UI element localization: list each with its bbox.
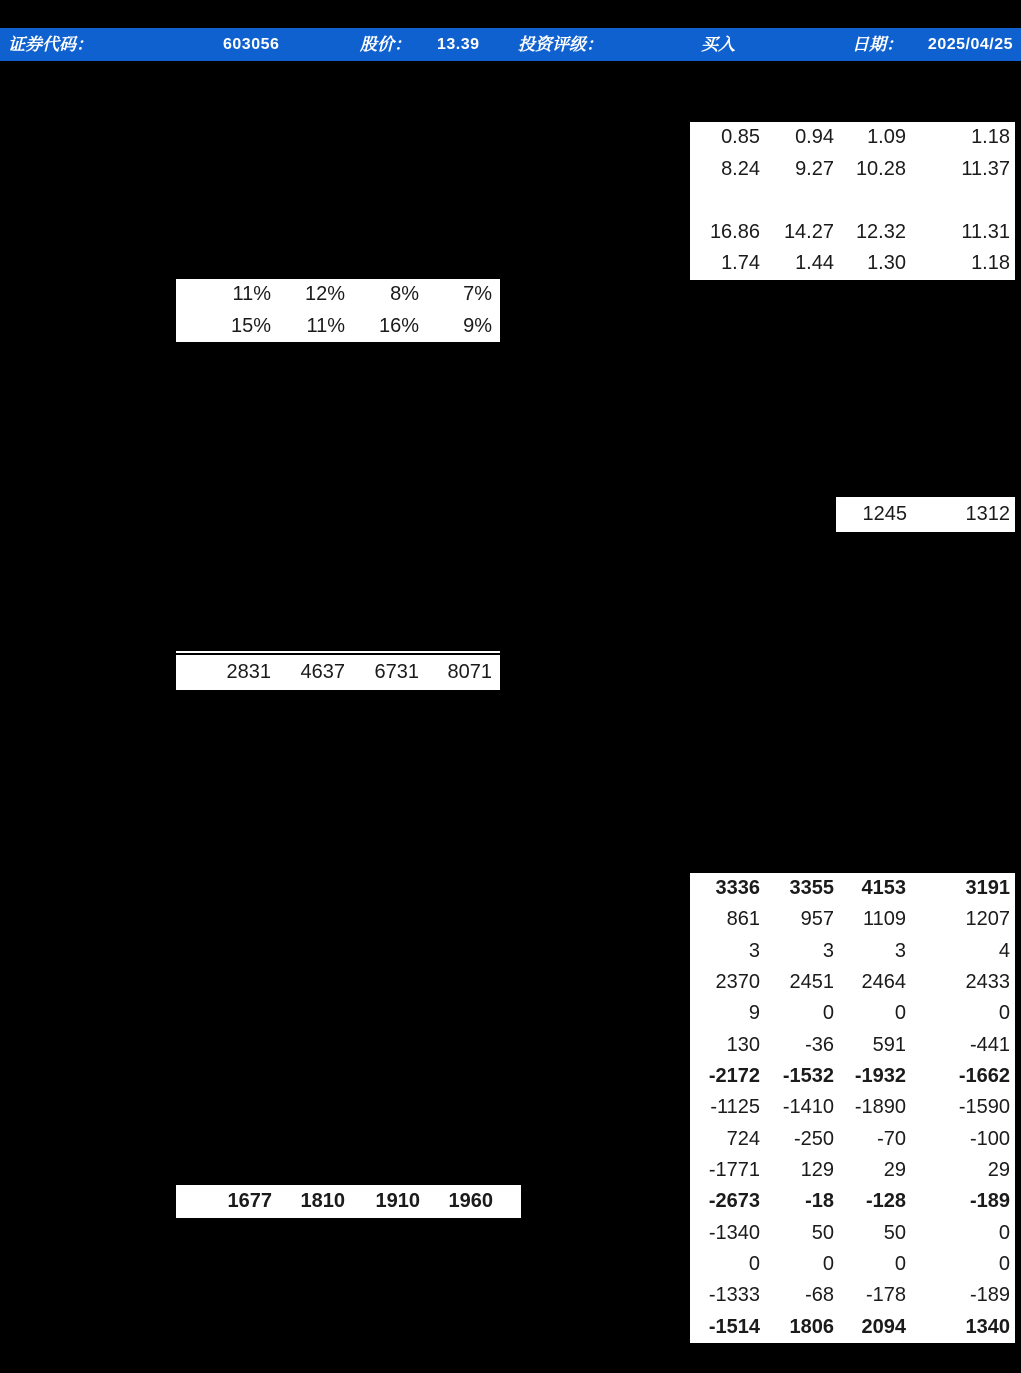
table-cell: -1590	[958, 1096, 1010, 1119]
table-cell: 9%	[463, 314, 492, 337]
table-cell: 3	[894, 939, 906, 962]
table-row	[690, 873, 1015, 904]
table-cell: -1410	[782, 1096, 834, 1119]
table-cell: 1.09	[867, 126, 906, 148]
table-row	[690, 1249, 1015, 1280]
table-row	[690, 904, 1015, 935]
table-cell: -70	[877, 1127, 906, 1150]
table-cell: 0	[998, 1221, 1010, 1244]
table-cell: 0	[894, 1252, 906, 1275]
table-row	[690, 154, 1015, 186]
table-cell: -100	[969, 1127, 1010, 1150]
table-row	[690, 1155, 1015, 1186]
table-fragment-bottom-left	[176, 1185, 521, 1221]
table-cell: 12%	[304, 283, 345, 305]
table-cell: 861	[726, 908, 760, 931]
table-fragment-percent	[176, 279, 500, 342]
table-cell: 1806	[789, 1315, 834, 1338]
table-cell: 8.24	[721, 157, 760, 180]
table-cell: -1340	[708, 1221, 760, 1244]
table-row	[690, 1092, 1015, 1123]
table-cell: -1932	[854, 1064, 906, 1087]
table-cell: 1.30	[867, 252, 906, 275]
date-label: 日期：	[852, 35, 903, 54]
table-row	[690, 1280, 1015, 1311]
table-cell: 0	[822, 1252, 834, 1275]
table-cell: 724	[726, 1127, 760, 1150]
table-cell: 3	[748, 939, 760, 962]
table-cell: 16.86	[709, 220, 760, 243]
table-cell: 3355	[789, 877, 834, 899]
table-cell: 3	[822, 939, 834, 962]
table-cell: 11%	[306, 314, 345, 337]
rule-line	[176, 653, 500, 655]
table-cell: 1312	[965, 503, 1010, 525]
table-cell: 0.85	[721, 126, 760, 148]
table-fragment-pair	[836, 497, 1015, 532]
table-cell: 4	[998, 939, 1010, 962]
table-cell: 50	[811, 1221, 834, 1244]
table-cell: 8071	[447, 661, 492, 683]
table-cell: 3336	[715, 877, 760, 899]
table-row	[690, 967, 1015, 998]
table-cell: 2433	[965, 970, 1010, 993]
table-cell: 4153	[861, 877, 906, 899]
table-cell: 16%	[378, 314, 419, 337]
table-cell: 1960	[448, 1190, 493, 1212]
date-value: 2025/04/25	[927, 36, 1013, 53]
stock-code-value: 603056	[223, 36, 280, 53]
table-cell: 1109	[862, 908, 906, 931]
table-cell: 29	[987, 1158, 1010, 1181]
table-cell	[834, 185, 906, 217]
table-row	[690, 1030, 1015, 1061]
table-row	[176, 311, 492, 343]
table-cell: -250	[793, 1127, 834, 1150]
table-cell: 15%	[230, 314, 271, 337]
rating-value: 买入	[701, 35, 735, 54]
table-cell	[760, 185, 834, 217]
table-cell: 0	[894, 1002, 906, 1025]
table-row	[176, 279, 492, 311]
table-row	[690, 1186, 1015, 1217]
table-row	[690, 1124, 1015, 1155]
table-row	[690, 998, 1015, 1029]
table-cell: 0	[998, 1252, 1010, 1275]
table-cell: 0	[822, 1002, 834, 1025]
table-cell: 8%	[390, 283, 419, 305]
table-cell: 1810	[300, 1190, 345, 1212]
table-cell: -128	[865, 1190, 906, 1213]
price-value: 13.39	[437, 36, 480, 53]
table-row	[176, 657, 492, 688]
table-cell: 7%	[463, 283, 492, 305]
table-cell: -18	[805, 1190, 834, 1213]
stock-code-label: 证券代码：	[8, 35, 93, 54]
table-cell: 1910	[375, 1190, 420, 1212]
table-cell: -1771	[708, 1158, 760, 1181]
table-cell: 0.94	[795, 126, 834, 148]
table-cell: 1.18	[971, 126, 1010, 148]
table-cell: 1245	[862, 503, 907, 525]
table-cell: 2451	[789, 970, 834, 993]
table-cell: 1.18	[971, 252, 1010, 275]
table-cell: -441	[969, 1033, 1010, 1056]
table-cell: 14.27	[783, 220, 834, 243]
table-cell: -1333	[708, 1284, 760, 1307]
table-cell: 130	[726, 1033, 760, 1056]
table-cell: 2831	[226, 661, 271, 683]
table-cell	[690, 185, 760, 217]
price-label: 股价：	[360, 35, 411, 54]
table-row	[690, 217, 1015, 249]
table-cell	[906, 185, 1010, 217]
table-cell: -178	[865, 1284, 906, 1307]
table-cell: -189	[969, 1190, 1010, 1213]
table-cell: 1677	[227, 1190, 272, 1212]
table-cell: 1.74	[721, 252, 760, 275]
table-cell: -1890	[854, 1096, 906, 1119]
table-cell: 129	[800, 1158, 834, 1181]
table-row	[690, 936, 1015, 967]
table-cell: 11.37	[961, 157, 1010, 180]
table-cell: 9.27	[795, 157, 834, 180]
table-cell: 11%	[232, 283, 271, 305]
table-cell: -1125	[710, 1096, 760, 1119]
table-cell: -189	[969, 1284, 1010, 1307]
table-cell: 12.32	[855, 220, 906, 243]
table-row	[690, 1061, 1015, 1092]
table-cell: 2094	[861, 1315, 906, 1338]
table-cell: 0	[748, 1252, 760, 1275]
table-cell: -36	[805, 1033, 834, 1056]
table-row	[176, 1185, 493, 1218]
table-cell: 1.44	[795, 252, 834, 275]
table-cell: 3191	[965, 877, 1010, 899]
table-cell: 0	[998, 1002, 1010, 1025]
table-cell: 2370	[715, 970, 760, 993]
table-cell: 29	[883, 1158, 906, 1181]
table-row	[690, 185, 1015, 217]
table-cell: 1340	[965, 1315, 1010, 1338]
table-cell: 2464	[861, 970, 906, 993]
table-cell: 50	[883, 1221, 906, 1244]
rating-label: 投资评级：	[518, 35, 603, 54]
security-header-bar	[0, 28, 1021, 61]
table-cell: 10.28	[855, 157, 906, 180]
table-row	[690, 122, 1015, 154]
table-cell: -1662	[958, 1064, 1010, 1087]
table-row	[690, 1312, 1015, 1343]
table-fragment-left-strip	[176, 651, 500, 690]
table-row	[836, 497, 1010, 532]
table-cell: 591	[872, 1033, 906, 1056]
table-cell: -1514	[708, 1315, 760, 1338]
table-fragment-top-right	[690, 122, 1015, 280]
table-cell: 6731	[374, 661, 419, 683]
table-cell: -2673	[708, 1190, 760, 1213]
table-row	[690, 1218, 1015, 1249]
table-cell: 9	[748, 1002, 760, 1025]
table-cell: 957	[800, 908, 834, 931]
table-cell: -68	[805, 1284, 834, 1307]
table-cell: -2172	[708, 1064, 760, 1087]
table-row	[690, 248, 1015, 280]
table-cell: 1207	[965, 908, 1010, 931]
table-cell: -1532	[782, 1064, 834, 1087]
table-cell: 4637	[300, 661, 345, 683]
table-fragment-bottom-right	[690, 873, 1015, 1343]
table-cell: 11.31	[961, 220, 1010, 243]
